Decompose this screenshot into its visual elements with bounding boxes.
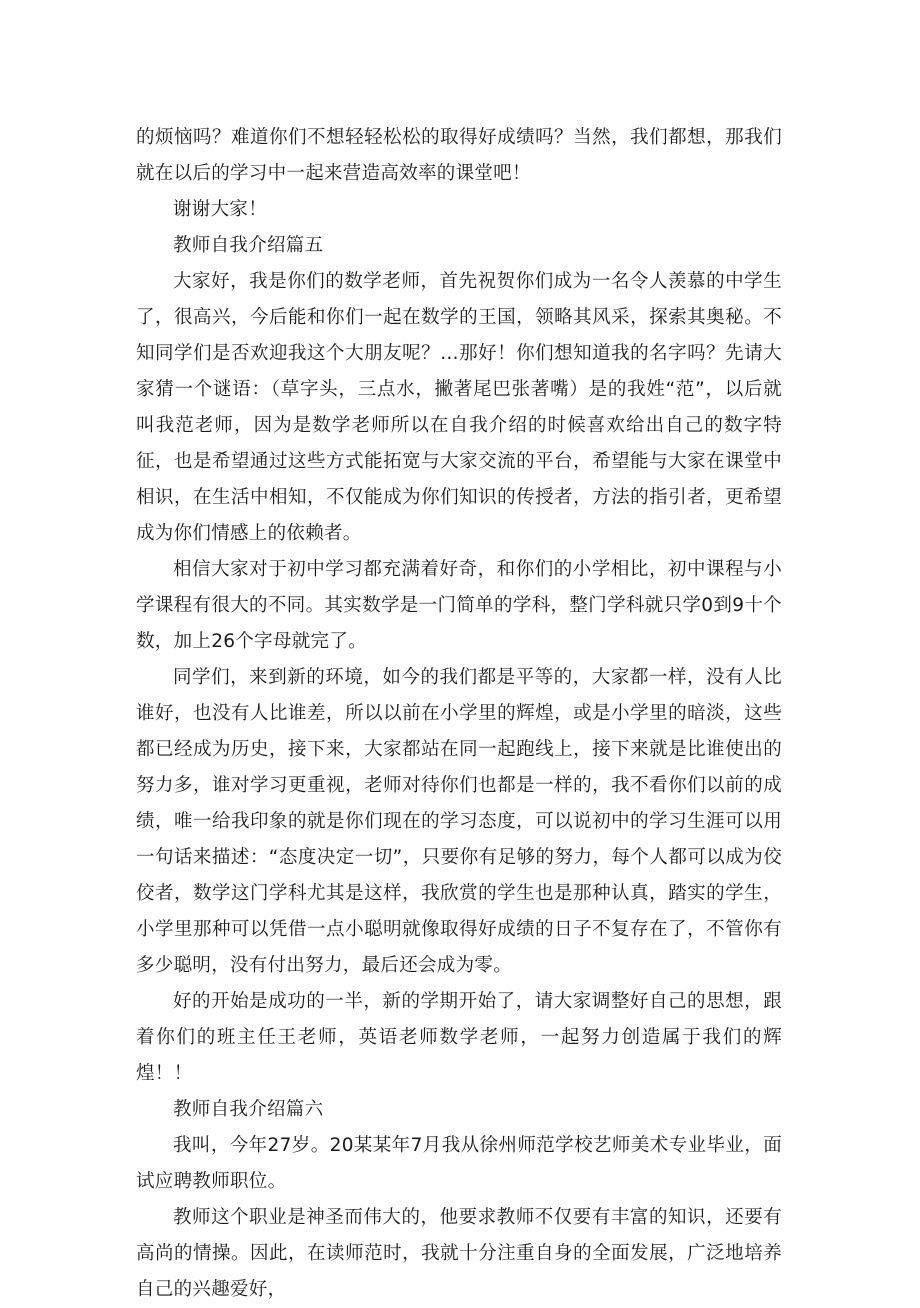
section-heading-5: 教师自我介绍篇五 [173, 235, 324, 256]
closing-thanks: 谢谢大家！ [173, 199, 268, 220]
paragraph-intro-math-teacher: 大家好，我是你们的数学老师，首先祝贺你们成为一名令人羡慕的中学生了，很高兴，今后能和你们一起在数学的王国，领略其风采，探索其奥秘。不知同学们是否欢迎我这个大朋友呢？…那好！你们想知道我的名字吗？先请大家猜一个谜语：（草字头，三点水，撇著尾巴张著嘴）是的我姓“范”，以后就叫我范老师，因为是数学老师所以在自我介绍的时候喜欢给出自己的数字特征，也是希望通过这些方式能拓宽与大家交流的平台，希望能与大家在课堂中相识，在生活中相知，不仅能成为你们知识的传授者，方法的指引者，更希望成为你们情感上的依赖者。 [136, 271, 782, 544]
section-heading-6: 教师自我介绍篇六 [173, 1099, 324, 1120]
continuation-paragraph: 的烦恼吗？难道你们不想轻轻松松的取得好成绩吗？当然，我们都想，那我们就在以后的学习中一起来营造高效率的课堂吧！ [136, 127, 782, 184]
paragraph-teacher-profession: 教师这个职业是神圣而伟大的，他要求教师不仅要有丰富的知识，还要有高尚的情操。因此，在读师范时，我就十分注重自身的全面发展，广泛地培养自己的兴趣爱好， [136, 1207, 782, 1300]
document-body [136, 120, 782, 1308]
paragraph-new-environment: 同学们，来到新的环境，如今的我们都是平等的，大家都一样，没有人比谁好，也没有人比谁差，所以以前在小学里的辉煌，或是小学里的暗淡，这些都已经成为历史，接下来，大家都站在同一起跑线上，接下来就是比谁使出的努力多，谁对学习更重视，老师对待你们也都是一样的，我不看你们以前的成绩，唯一给我印象的就是你们现在的学习态度，可以说初中的学习生涯可以用一句话来描述：“态度决定一切”，只要你有足够的努力，每个人都可以成为佼佼者，数学这门学科尤其是这样，我欣赏的学生也是那种认真，踏实的学生，小学里那种可以凭借一点小聪明就像取得好成绩的日子不复存在了，不管你有多少聪明，没有付出努力，最后还会成为零。 [136, 667, 782, 976]
paragraph-middle-school-math: 相信大家对于初中学习都充满着好奇，和你们的小学相比，初中课程与小学课程有很大的不同。其实数学是一门简单的学科，整门学科就只学0到9十个数，加上26个字母就完了。 [136, 559, 782, 652]
paragraph-self-intro: 我叫，今年27岁。20某某年7月我从徐州师范学校艺师美术专业毕业，面试应聘教师职位。 [136, 1135, 782, 1192]
paragraph-good-start: 好的开始是成功的一半，新的学期开始了，请大家调整好自己的思想，跟着你们的班主任王老师，英语老师数学老师，一起努力创造属于我们的辉煌！！ [136, 991, 782, 1084]
